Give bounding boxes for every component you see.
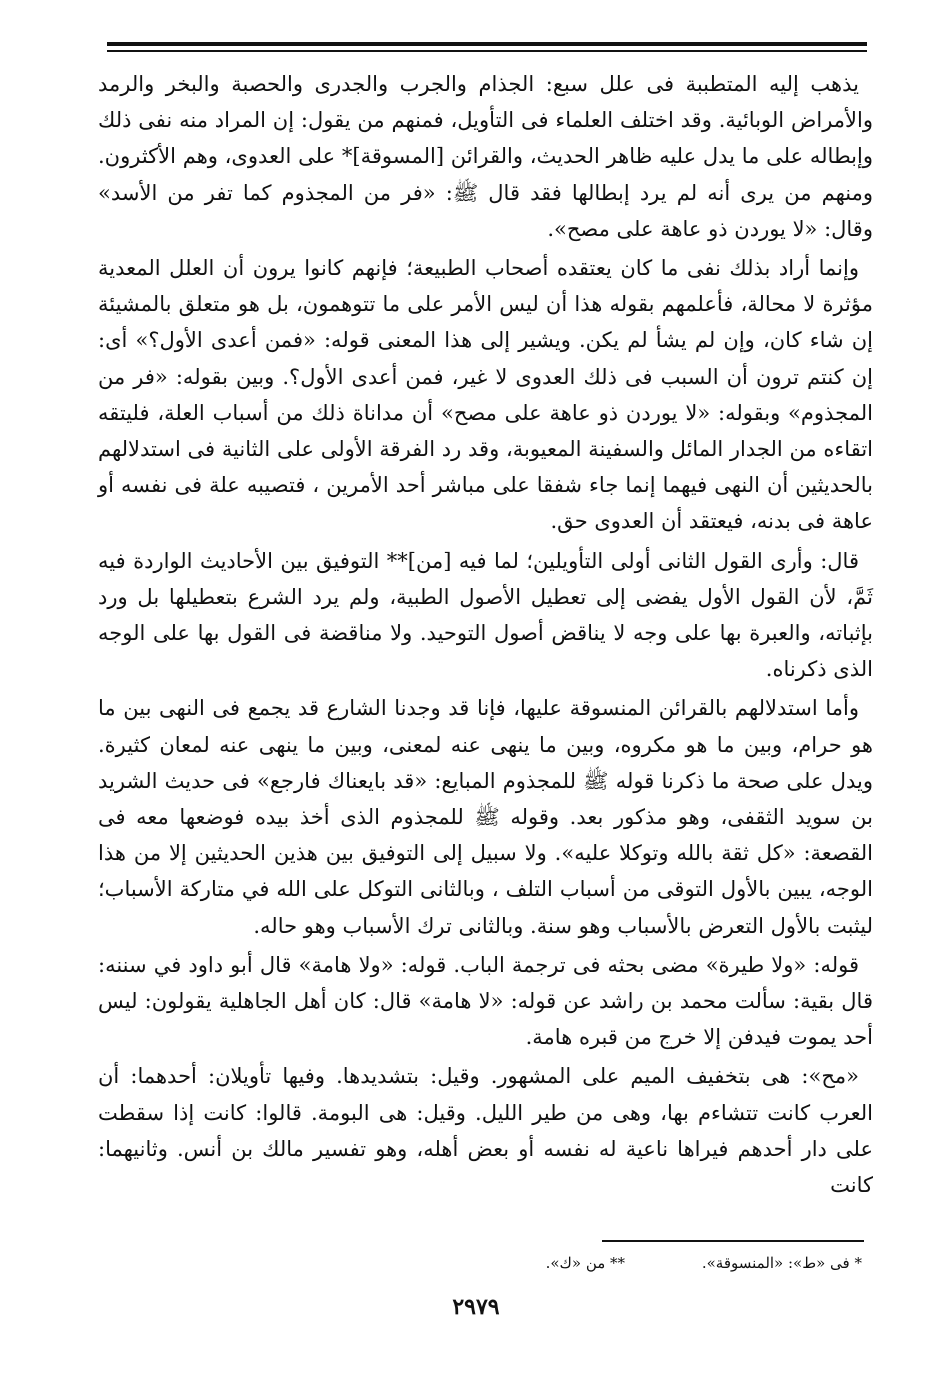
footnote-1: * فى «ط»: «المنسوقة». [701, 1254, 862, 1272]
footnote-2: ** من «ك». [545, 1254, 626, 1272]
paragraph-6: «مح»: هى بتخفيف الميم على المشهور. وقيل: بتشديدها. وفيها تأويلان: أحدهما: أن العرب كانت تتشاءم بها، وهى من طير الليل. وقيل: هى البومة. قالوا: كانت إذا سقطت على دار أحدهم فيراها ناعية له نفسه أو بعض أهله، وهو تفسير مالك بن أنس. وثانيهما: كانت [98, 1064, 873, 1198]
paragraph-5: قوله: «ولا طيرة» مضى بحثه فى ترجمة الباب. قوله: «ولا هامة» قال أبو داود في سننه: قال بقية: سألت محمد بن راشد عن قوله: «لا هامة» قال: كان أهل الجاهلية يقولون: ليس أحد يموت فيدفن إلا خرج من قبره هامة. [98, 952, 873, 1050]
header-rule-thin [107, 50, 867, 52]
body-text [98, 66, 873, 1206]
footnotes [420, 1252, 862, 1274]
paragraph-4: وأما استدلالهم بالقرائن المنسوقة عليها، فإنا قد وجدنا الشارع قد يجمع فى النهى بين ما هو حرام، وبين ما هو مكروه، وبين ما ينهى عنه لمعنى، وبين ما ينهى عنه لمعان كثيرة. ويدل على صحة ما ذكرنا قوله ﷺ للمجذوم المبايع: «قد بايعناك فارجع» فى حديث الشريد بن سويد الثقفى، وهو مذكور بعد. وقوله ﷺ للمجذوم الذى أخذ بيده فوضعها معه فى القصعة: «كل ثقة بالله وتوكلا عليه». ولا سبيل إلى التوفيق بين هذين الحديثين إلا من هذا الوجه، يبين بالأول التوقى من أسباب التلف ، وبالثانى التوكل على الله في متاركة الأسباب؛ ليثبت بالأول التعرض بالأسباب وهو سنة. وبالثانى ترك الأسباب وهو حاله. [98, 696, 873, 938]
page-number: ٢٩٧٩ [452, 1294, 500, 1320]
paragraph-1: يذهب إليه المتطببة فى علل سبع: الجذام والجرب والجدرى والحصبة والبخر والرمد والأمراض الوبائية. وقد اختلف العلماء فى التأويل، فمنهم من يقول: إن المراد منه نفى ذلك وإبطاله على ما يدل عليه ظاهر الحديث، والقرائن [المسوقة]* على العدوى، وهم الأكثرون. ومنهم من يرى أنه لم يرد إبطالها فقد قال ﷺ: «فر من المجذوم كما تفر من الأسد» وقال: «لا يوردن ذو عاهة على مصح». [98, 72, 873, 241]
footnote-rule [602, 1240, 864, 1242]
paragraph-2: وإنما أراد بذلك نفى ما كان يعتقده أصحاب الطبيعة؛ فإنهم كانوا يرون أن العلل المعدية مؤثرة لا محالة، فأعلمهم بقوله هذا أن ليس الأمر على ما تتوهمون، بل هو متعلق بالمشيئة إن شاء كان، وإن لم يشأ لم يكن. ويشير إلى هذا المعنى قوله: «فمن أعدى الأول؟» أى: إن كنتم ترون أن السبب فى ذلك العدوى لا غير، فمن أعدى الأول؟. وبين بقوله: «فر من المجذوم» وبقوله: «لا يوردن ذو عاهة على مصح» أن مداناة ذلك من أسباب العلة، فليتقه اتقاءه من الجدار المائل والسفينة المعيوبة، وقد رد الفرقة الأولى على الثانية فى استدلالهم بالحديثين أن النهى فيهما إنما جاء شفقا على مباشر أحد الأمرين ، فتصيبه علة فى نفسه أو عاهة فى بدنه، فيعتقد أن العدوى حق. [98, 256, 873, 534]
header-rule-thick [107, 42, 867, 46]
paragraph-3: قال: وأرى القول الثانى أولى التأويلين؛ لما فيه [من]** التوفيق بين الأحاديث الواردة فيه ثَمَّ، لأن القول الأول يفضى إلى تعطيل الأصول الطبية، ولم يرد الشرع بتعطيلها بل ورد بإثباته، والعبرة بها على وجه لا يناقض أصول التوحيد. ولا مناقضة فى القول بها على الوجه الذى ذكرناه. [98, 548, 873, 682]
